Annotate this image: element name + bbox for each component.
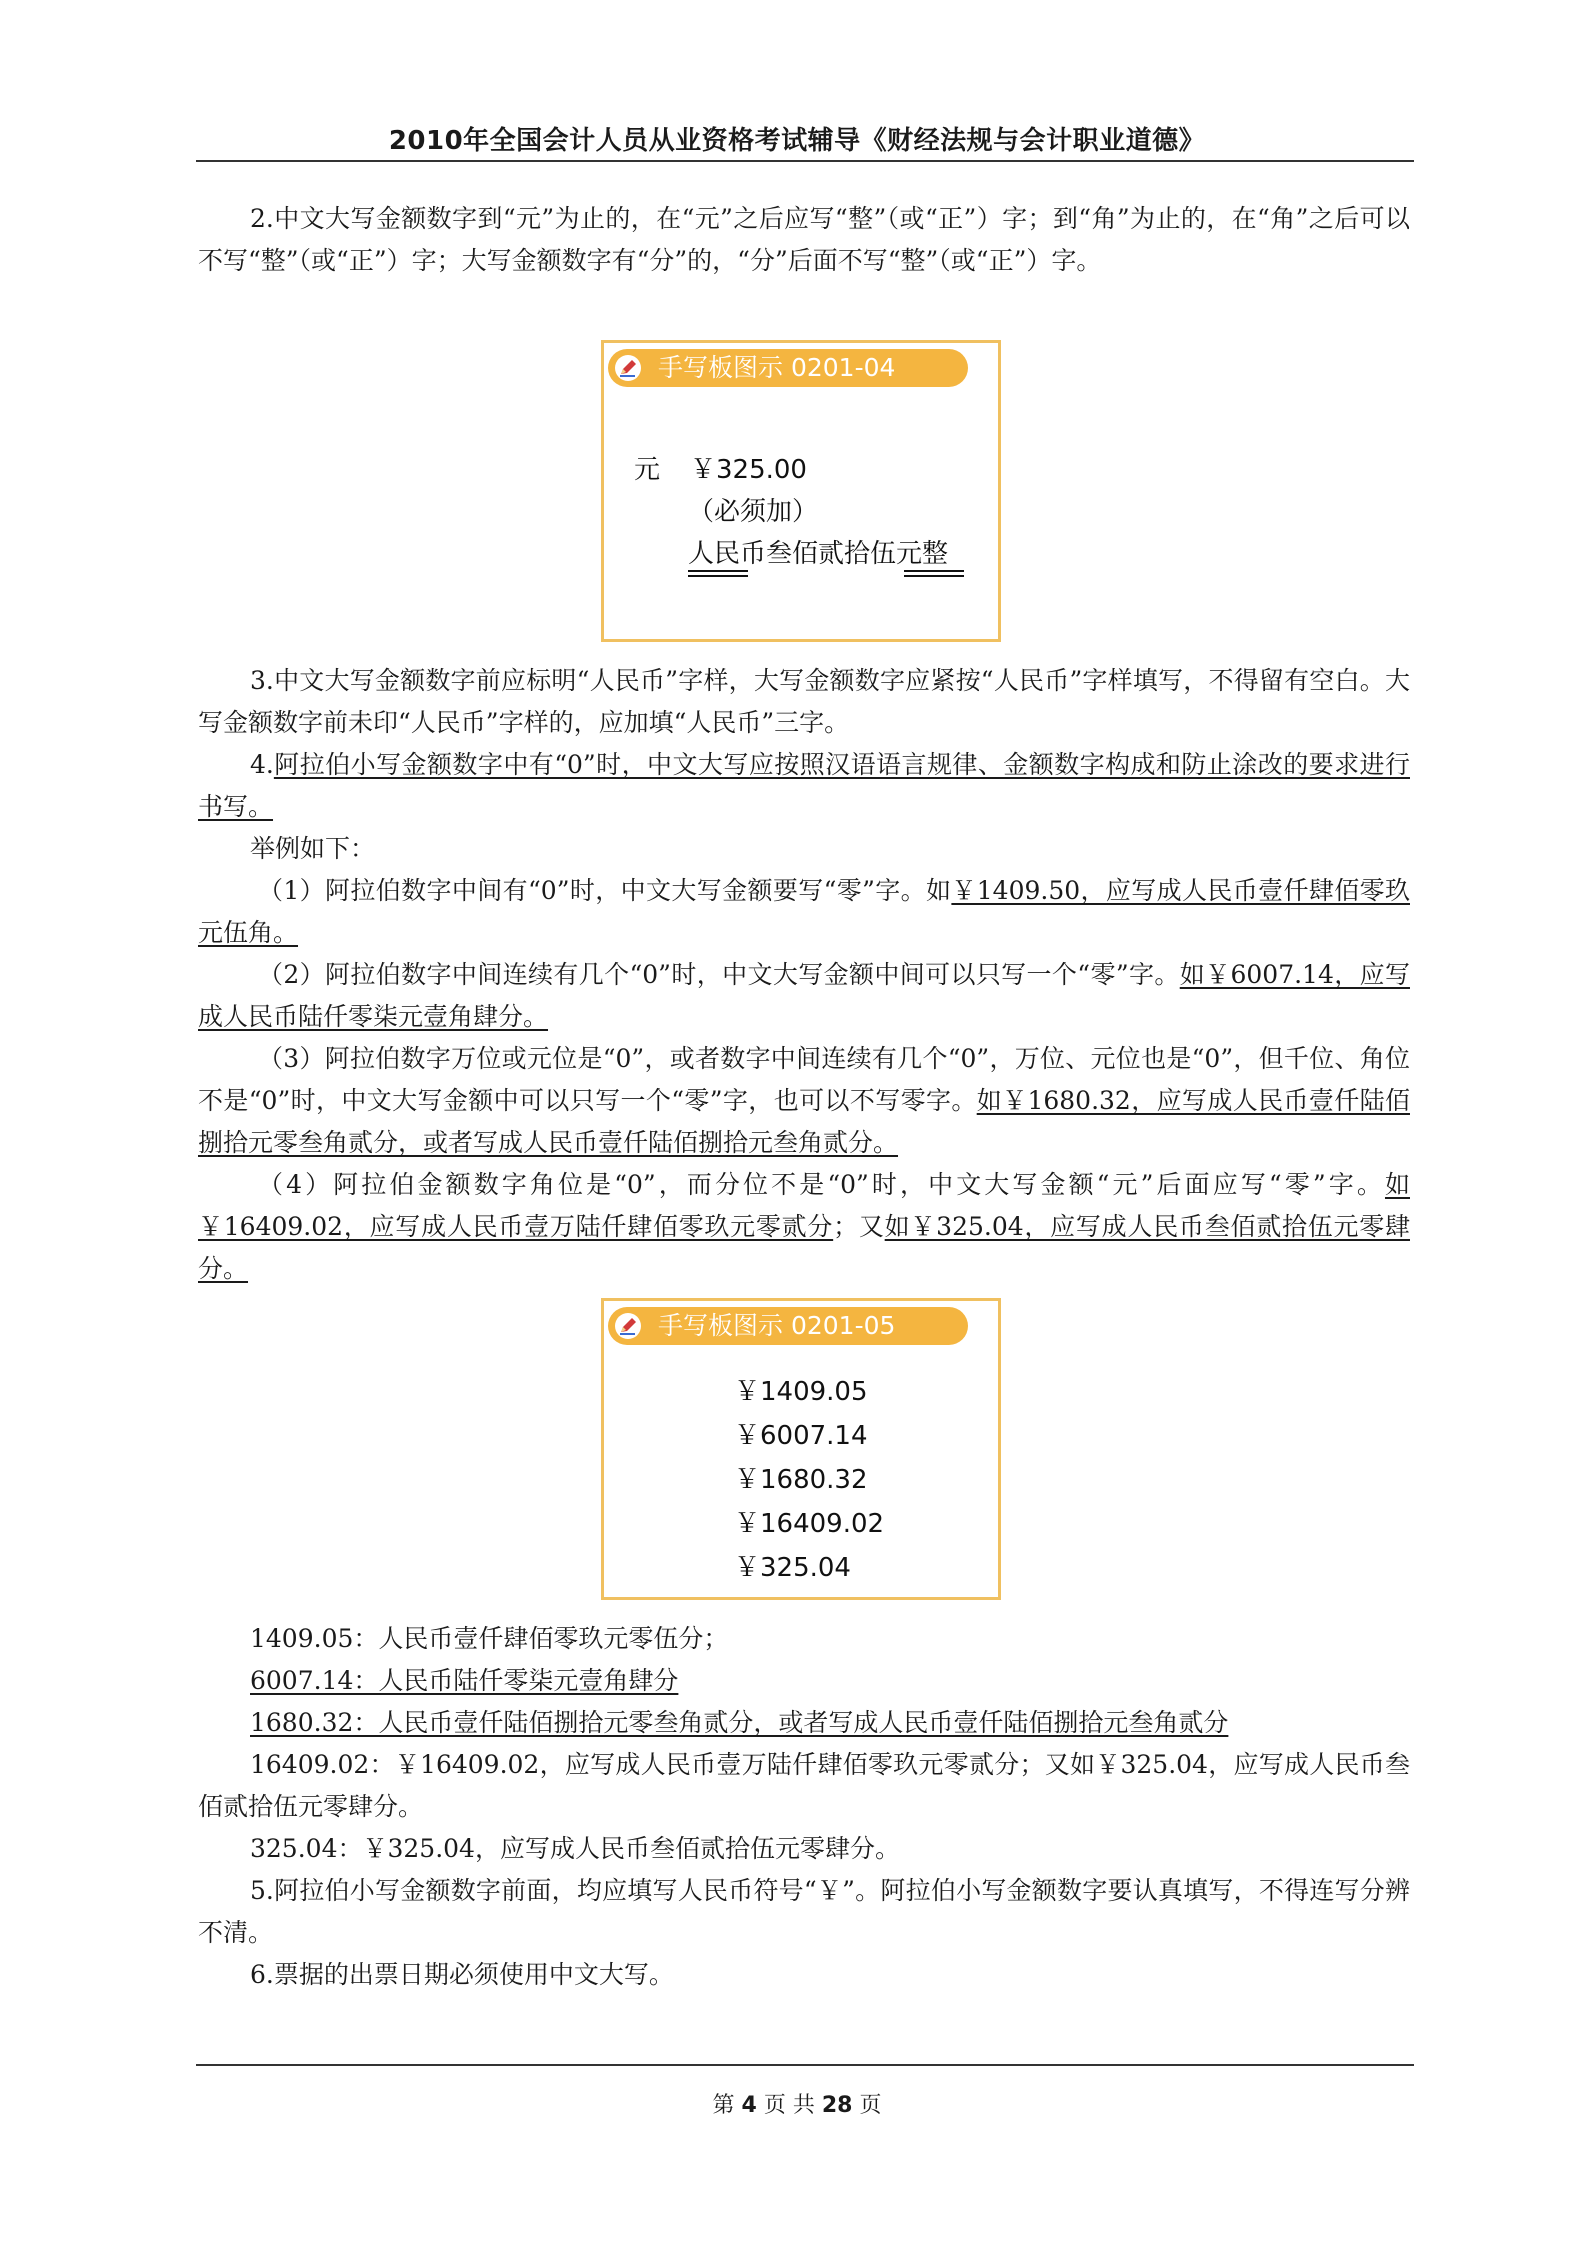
answer-4: 16409.02：￥16409.02，应写成人民币壹万陆仟肆佰零玖元零贰分；又如￥325.04，应写成人民币叁佰贰拾伍元零肆分。 xyxy=(198,1750,1410,1821)
pencil-icon xyxy=(614,354,642,382)
must-add-note: （必须加） xyxy=(688,497,819,527)
paragraph-3: 3.中文大写金额数字前应标明“人民币”字样，大写金额数字应紧按“人民币”字样填写，不得留有空白。大写金额数字前未印“人民币”字样的，应加填“人民币”三字。 xyxy=(198,666,1410,737)
answer-3-text: 1680.32：人民币壹仟陆佰捌拾元零叁角贰分，或者写成人民币壹仟陆佰捌拾元叁角贰分 xyxy=(250,1708,1229,1737)
example-1-lead: （1）阿拉伯数字中间有“0”时，中文大写金额要写“零”字。如 xyxy=(258,876,952,905)
answer-5: 325.04：￥325.04，应写成人民币叁佰贰拾伍元零肆分。 xyxy=(250,1834,900,1863)
example-3 xyxy=(198,1038,1410,1164)
example-4-answer-2: 如￥325.04，应写成人民币叁佰贰拾伍元零肆分。 xyxy=(198,1212,1410,1283)
example-2-lead: （2）阿拉伯数字中间连续有几个“0”时，中文大写金额中间可以只写一个“零”字。 xyxy=(258,960,1180,989)
paragraph-4-number: 4. xyxy=(250,750,274,779)
example-4-mid: ；又 xyxy=(833,1212,885,1241)
handwritten-amount: ￥1409.05 xyxy=(734,1377,868,1407)
document-header-title: 2010年全国会计人员从业资格考试辅导《财经法规与会计职业道德》 xyxy=(388,126,1206,156)
example-3-lead: （3）阿拉伯数字万位或元位是“0”，或者数字中间连续有几个“0”，万位、元位也是“0”，但千位、角位不是“0”时，中文大写金额中可以只写一个“零”字，也可以不写零字。 xyxy=(198,1044,1410,1115)
answer-2 xyxy=(198,1660,1410,1702)
example-4-lead: （4）阿拉伯金额数字角位是“0”，而分位不是“0”时，中文大写金额“元”后面应写“零”字。 xyxy=(258,1170,1385,1199)
answer-2-text: 6007.14：人民币陆仟零柒元壹角肆分 xyxy=(250,1666,679,1695)
handwritten-amount: ￥16409.02 xyxy=(734,1509,885,1539)
current-page-number: 4 xyxy=(741,2093,757,2118)
footer-rule xyxy=(196,2064,1414,2066)
pencil-icon xyxy=(614,1312,642,1340)
figure-label: 手写板图示 0201-04 xyxy=(658,353,896,382)
yuan-char: 元 xyxy=(634,455,661,485)
paragraph-2: 2.中文大写金额数字到“元”为止的，在“元”之后应写“整”（或“正”）字；到“角”为止的，在“角”之后可以不写“整”（或“正”）字；大写金额数字有“分”的，“分”后面不写“整”（或“正”）字。 xyxy=(198,204,1410,275)
footer-suffix: 页 xyxy=(859,2093,882,2118)
page-footer xyxy=(0,2088,1594,2119)
example-3-answer: 如￥1680.32，应写成人民币壹仟陆佰捌拾元零叁角贰分，或者写成人民币壹仟陆佰捌拾元叁角贰分。 xyxy=(198,1086,1410,1157)
figure-title-bar xyxy=(608,1307,968,1345)
double-underline-marks xyxy=(684,567,984,587)
paragraph-6: 6.票据的出票日期必须使用中文大写。 xyxy=(250,1960,674,1989)
example-2 xyxy=(198,954,1410,1038)
example-1 xyxy=(198,870,1410,954)
amount-325: ￥325.00 xyxy=(690,455,807,485)
example-4-answer-1: 如￥16409.02，应写成人民币壹万陆仟肆佰零玖元零贰分 xyxy=(198,1170,1410,1241)
figure-label: 手写板图示 0201-05 xyxy=(658,1311,896,1340)
paragraph-5: 5.阿拉伯小写金额数字前面，均应填写人民币符号“￥”。阿拉伯小写金额数字要认真填写，不得连写分辨不清。 xyxy=(198,1876,1410,1947)
handwritten-amount: ￥325.04 xyxy=(734,1553,851,1583)
example-2-answer: 如￥6007.14，应写成人民币陆仟零柒元壹角肆分。 xyxy=(198,960,1410,1031)
handwriting-figure-0201-05 xyxy=(601,1298,1001,1600)
handwritten-amount: ￥6007.14 xyxy=(734,1421,868,1451)
example-4 xyxy=(198,1164,1410,1290)
footer-middle: 页 共 xyxy=(763,2093,815,2118)
example-1-answer: ￥1409.50，应写成人民币壹仟肆佰零玖元伍角。 xyxy=(198,876,1410,947)
handwritten-amount: ￥1680.32 xyxy=(734,1465,868,1495)
total-page-count: 28 xyxy=(821,2093,853,2118)
answer-1: 1409.05：人民币壹仟肆佰零玖元零伍分； xyxy=(250,1624,729,1653)
figure-title-bar xyxy=(608,349,968,387)
answer-3 xyxy=(198,1702,1410,1744)
handwriting-figure-0201-04 xyxy=(601,340,1001,642)
paragraph-4 xyxy=(198,744,1410,828)
examples-intro: 举例如下： xyxy=(250,834,376,863)
rmb-uppercase-amount: 人民币叁佰贰拾伍元整 xyxy=(688,539,949,569)
paragraph-4-text: 阿拉伯小写金额数字中有“0”时，中文大写应按照汉语语言规律、金额数字构成和防止涂改的要求进行书写。 xyxy=(198,750,1410,821)
header-rule xyxy=(196,160,1414,162)
footer-prefix: 第 xyxy=(712,2093,735,2118)
